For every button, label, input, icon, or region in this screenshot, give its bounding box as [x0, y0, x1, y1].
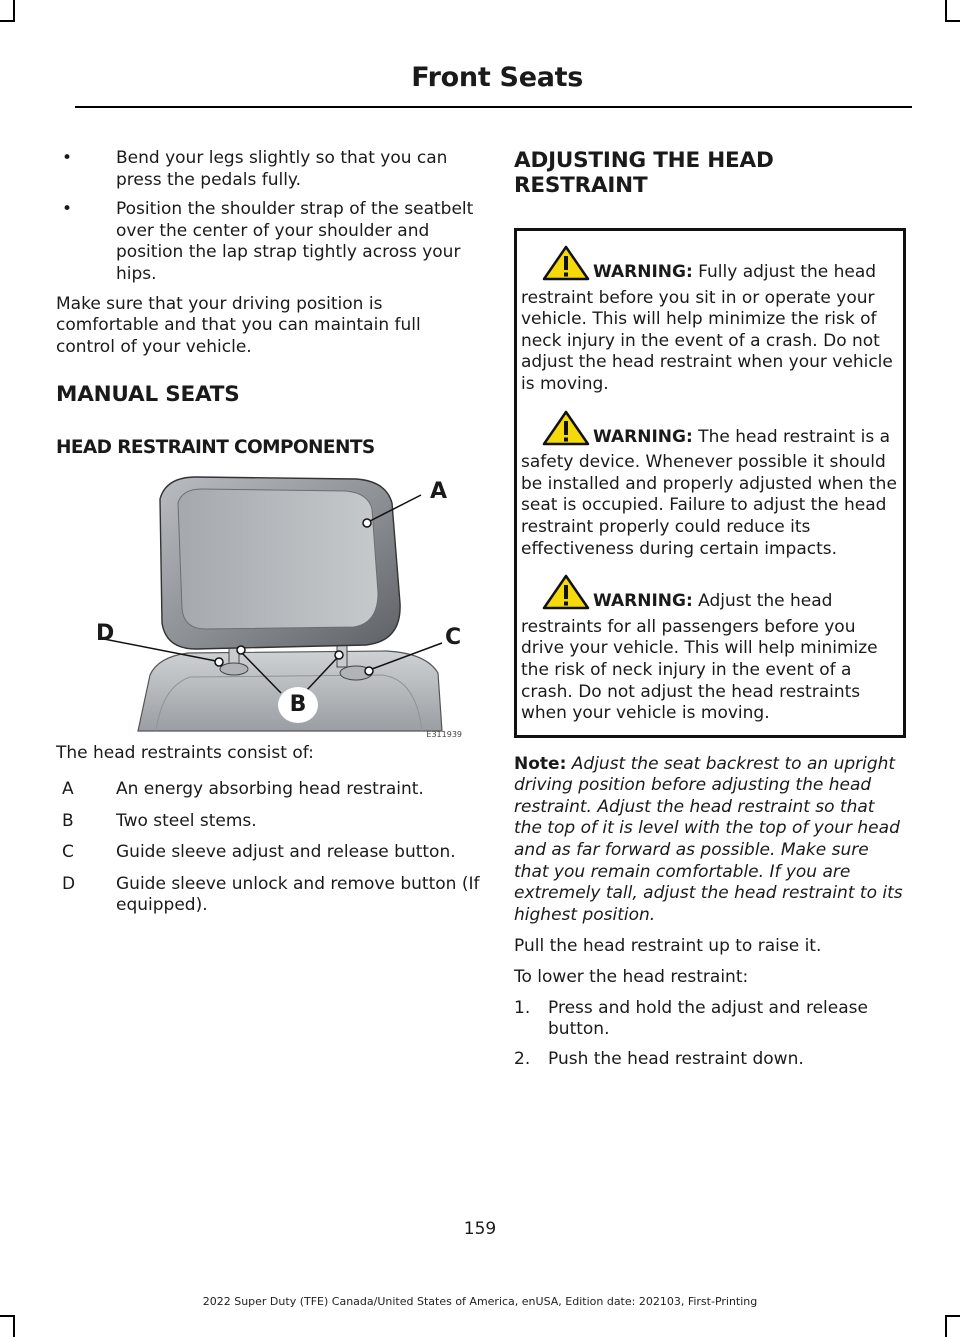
- crop-mark: [945, 20, 960, 22]
- list-item: • Bend your legs slightly so that you can press the pedals fully.: [62, 148, 448, 190]
- figure-label-a: A: [430, 479, 448, 505]
- section-heading-adjusting: ADJUSTING THE HEAD RESTRAINT: [514, 148, 774, 198]
- warning-triangle-icon: [541, 410, 591, 453]
- crop-mark: [13, 1315, 15, 1337]
- figure-label-b: B: [278, 687, 318, 723]
- crop-mark: [0, 1315, 15, 1317]
- left-column: [56, 148, 480, 927]
- list-item: 1. Press and hold the adjust and release button.: [514, 997, 868, 1040]
- subsection-heading-components: HEAD RESTRAINT COMPONENTS: [56, 437, 375, 459]
- header-divider: [75, 106, 912, 108]
- warning-item: WARNING: The head restraint is a safety device. Whenever possible it should be installed and properly adjusted when the seat is occupied. Failure to adjust the head restraint properly could reduce its effectiveness during certain impacts.: [521, 410, 897, 561]
- consist-intro: The head restraints consist of:: [56, 743, 314, 764]
- crop-mark: [945, 1315, 947, 1337]
- section-heading-manual-seats: MANUAL SEATS: [56, 382, 240, 408]
- crop-mark: [13, 0, 15, 22]
- list-item: • Position the shoulder strap of the seatbelt over the center of your shoulder and position the lap strap tightly across your hips.: [62, 199, 474, 284]
- figure-label-c: C: [445, 625, 462, 651]
- crop-mark: [945, 0, 947, 22]
- note-paragraph: [514, 754, 906, 927]
- head-restraint-illustration: [56, 473, 464, 743]
- right-column: [514, 148, 906, 1078]
- warning-box: [514, 228, 906, 738]
- components-list: [56, 779, 480, 917]
- warning-item: WARNING: Fully adjust the head restraint before you sit in or operate your vehicle. This will help minimize the risk of neck injury in the event of a crash. Do not adjust the head restraint when your vehicle is moving.: [521, 245, 897, 396]
- page-footer: 2022 Super Duty (TFE) Canada/United States of America, enUSA, Edition date: 202103, First-Printing: [202, 1295, 758, 1308]
- note-label: Note:: [514, 753, 567, 774]
- page-title: Front Seats: [411, 62, 583, 93]
- warning-triangle-icon: [541, 245, 591, 288]
- list-item: B Two steel stems.: [62, 810, 257, 831]
- lower-steps-list: [514, 998, 906, 1071]
- driving-position-paragraph: Make sure that your driving position is comfortable and that you can maintain full control of your vehicle.: [56, 293, 421, 357]
- page-number: 159: [463, 1219, 497, 1239]
- warning-item: WARNING: Adjust the head restraints for all passengers before you drive your vehicle. This will help minimize the risk of neck injury in the event of a crash. Do not adjust the head restraints when your vehicle is moving.: [521, 574, 897, 725]
- raise-paragraph: Pull the head restraint up to raise it.: [514, 936, 822, 957]
- bullet-list: [56, 148, 480, 286]
- list-item: C Guide sleeve adjust and release button.: [62, 842, 456, 863]
- figure-code: E311939: [426, 730, 462, 740]
- crop-mark: [0, 20, 15, 22]
- list-item: D Guide sleeve unlock and remove button (If equipped).: [62, 873, 480, 916]
- list-item: 2. Push the head restraint down.: [514, 1048, 804, 1069]
- warning-triangle-icon: [541, 574, 591, 617]
- list-item: A An energy absorbing head restraint.: [62, 778, 424, 799]
- note-text: Adjust the seat backrest to an upright driving position before adjusting the head restraint. Adjust the head restraint so that the top of it is level with the top of your head and as far forward as possible. Make sure that you remain comfortable. If you are extremely tall, adjust the head restraint to its highest position.: [514, 753, 903, 925]
- lower-intro: To lower the head restraint:: [514, 967, 749, 988]
- crop-mark: [945, 1315, 960, 1317]
- figure-label-d: D: [96, 621, 115, 647]
- head-restraint-figure: [56, 473, 464, 743]
